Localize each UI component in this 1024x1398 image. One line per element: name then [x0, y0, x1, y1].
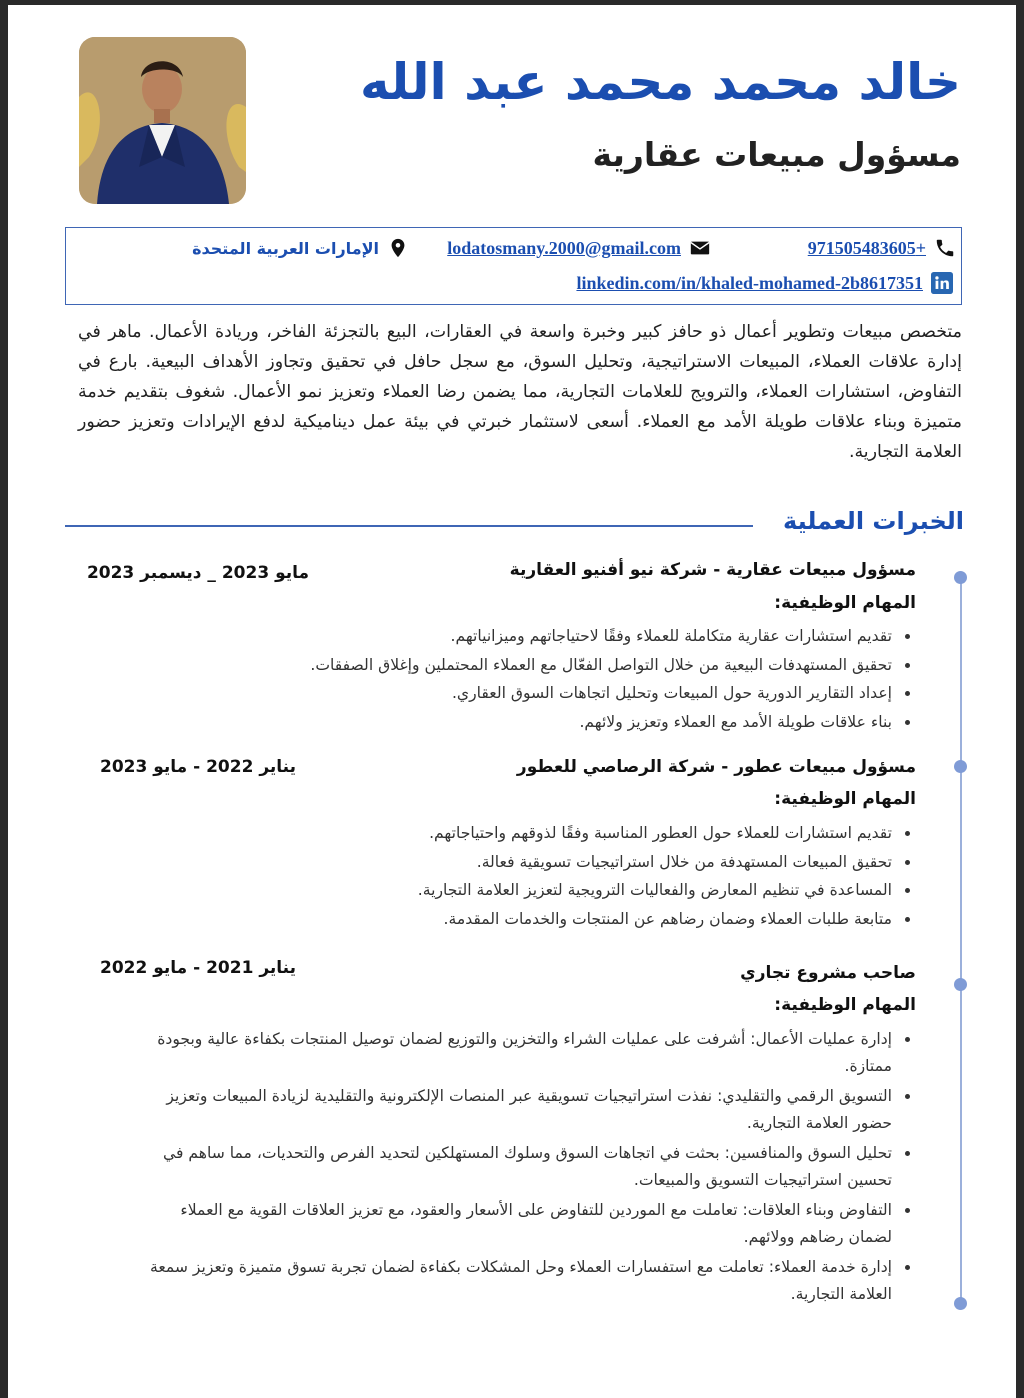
timeline-dot — [954, 978, 967, 991]
contact-box — [65, 227, 962, 305]
experience-section-title: الخبرات العملية — [783, 507, 964, 535]
task-list — [310, 622, 916, 736]
tasks-label: المهام الوظيفية: — [774, 593, 916, 613]
task-item: • التفاوض وبناء العلاقات: تعاملت مع الموردين للتفاوض على الأسعار والعقود، مع تعزيز العلاقات القوية مع العملاء لضمان رضاهم وولائهم. — [134, 1197, 894, 1251]
tasks-label: المهام الوظيفية: — [774, 789, 916, 809]
task-item: • تقديم استشارات للعملاء حول العطور المناسبة وفقًا لذوقهم واحتياجاتهم. — [418, 819, 894, 848]
linkedin-link[interactable]: linkedin.com/in/khaled-mohamed-2b8617351 — [576, 272, 923, 293]
phone-icon — [934, 237, 956, 259]
task-item: • بناء علاقات طويلة الأمد مع العملاء وتعزيز ولائهم. — [310, 708, 894, 737]
resume-page — [8, 5, 1016, 1398]
job-date: مايو 2023 _ ديسمبر 2023 — [86, 563, 310, 583]
timeline-dot — [954, 760, 967, 773]
contact-email — [447, 237, 711, 259]
candidate-job-title: مسؤول مبيعات عقارية — [592, 135, 961, 174]
timeline-line — [960, 580, 962, 1305]
task-list — [418, 819, 916, 933]
task-list — [134, 1026, 916, 1311]
job-title: صاحب مشروع تجاري — [740, 963, 916, 983]
job-date: يناير 2022 - مايو 2023 — [99, 757, 296, 777]
task-item: • تحليل السوق والمنافسين: بحثت في اتجاهات السوق وسلوك المستهلكين لتحديد الفرص والتحديات، مما ساهم في تحسين استراتيجيات التسويق والمبيعات. — [134, 1140, 894, 1194]
task-item: • المساعدة في تنظيم المعارض والفعاليات الترويجية لتعزيز العلامة التجارية. — [418, 876, 894, 905]
task-item: • تحقيق المستهدفات البيعية من خلال التواصل الفعّال مع العملاء المحتملين وإغلاق الصفقات. — [310, 651, 894, 680]
task-item: • التسويق الرقمي والتقليدي: نفذت استراتيجيات تسويقية عبر المنصات الإلكترونية والتقليدية لزيادة المبيعات وتعزيز حضور العلامة التجارية. — [134, 1083, 894, 1137]
contact-linkedin — [576, 272, 953, 294]
envelope-icon — [689, 237, 711, 259]
job-title: مسؤول مبيعات عقارية - شركة نيو أفنيو العقارية — [509, 560, 916, 580]
profile-summary: متخصص مبيعات وتطوير أعمال ذو حافز كبير وخبرة واسعة في العقارات، البيع بالتجزئة الفاخر، وريادة الأعمال. ماهر في إدارة علاقات العملاء، المبيعات الاستراتيجية، وتحليل السوق، مع سجل حافل في تحقيق وتجاوز الأهداف البيعية. بارع في التفاوض، استشارات العملاء، والترويج للعلامات التجارية، مما يضمن رضا العملاء وتعزيز نمو الأعمال. شغوف بتقديم خدمة متميزة وبناء علاقات طويلة الأمد مع العملاء. أسعى لاستثمار خبرتي في بيئة عمل ديناميكية لدفع الإيرادات وتعزيز حضور العلامة التجارية. — [78, 322, 962, 462]
task-item: • تحقيق المبيعات المستهدفة من خلال استراتيجيات تسويقية فعالة. — [418, 848, 894, 877]
tasks-label: المهام الوظيفية: — [774, 995, 916, 1015]
timeline-dot — [954, 571, 967, 584]
contact-location — [192, 237, 409, 259]
task-item: • إدارة خدمة العملاء: تعاملت مع استفسارات العملاء وحل المشكلات بكفاءة لضمان تجربة تسوق متميزة وتعزيز سمعة العلامة التجارية. — [134, 1254, 894, 1308]
email-link[interactable]: lodatosmany.2000@gmail.com — [447, 237, 681, 258]
task-item: • تقديم استشارات عقارية متكاملة للعملاء وفقًا لاحتياجاتهم وميزانياتهم. — [310, 622, 894, 651]
task-item: • إعداد التقارير الدورية حول المبيعات وتحليل اتجاهات السوق العقاري. — [310, 679, 894, 708]
job-date: يناير 2021 - مايو 2022 — [99, 958, 296, 978]
task-item: • إدارة عمليات الأعمال: أشرفت على عمليات الشراء والتخزين والتوزيع لضمان توصيل المنتجات بكفاءة عالية وبجودة ممتازة. — [134, 1026, 894, 1080]
location-text: الإمارات العربية المتحدة — [192, 238, 379, 258]
linkedin-icon — [931, 272, 953, 294]
profile-photo — [79, 37, 246, 204]
location-pin-icon — [387, 237, 409, 259]
candidate-name: خالد محمد محمد عبد الله — [360, 53, 961, 111]
phone-link[interactable]: +971505483605 — [807, 237, 926, 258]
contact-phone — [808, 237, 956, 259]
task-item: • متابعة طلبات العملاء وضمان رضاهم عن المنتجات والخدمات المقدمة. — [418, 905, 894, 934]
timeline-dot — [954, 1297, 967, 1310]
job-title: مسؤول مبيعات عطور - شركة الرصاصي للعطور — [516, 757, 916, 777]
section-divider — [65, 525, 753, 527]
